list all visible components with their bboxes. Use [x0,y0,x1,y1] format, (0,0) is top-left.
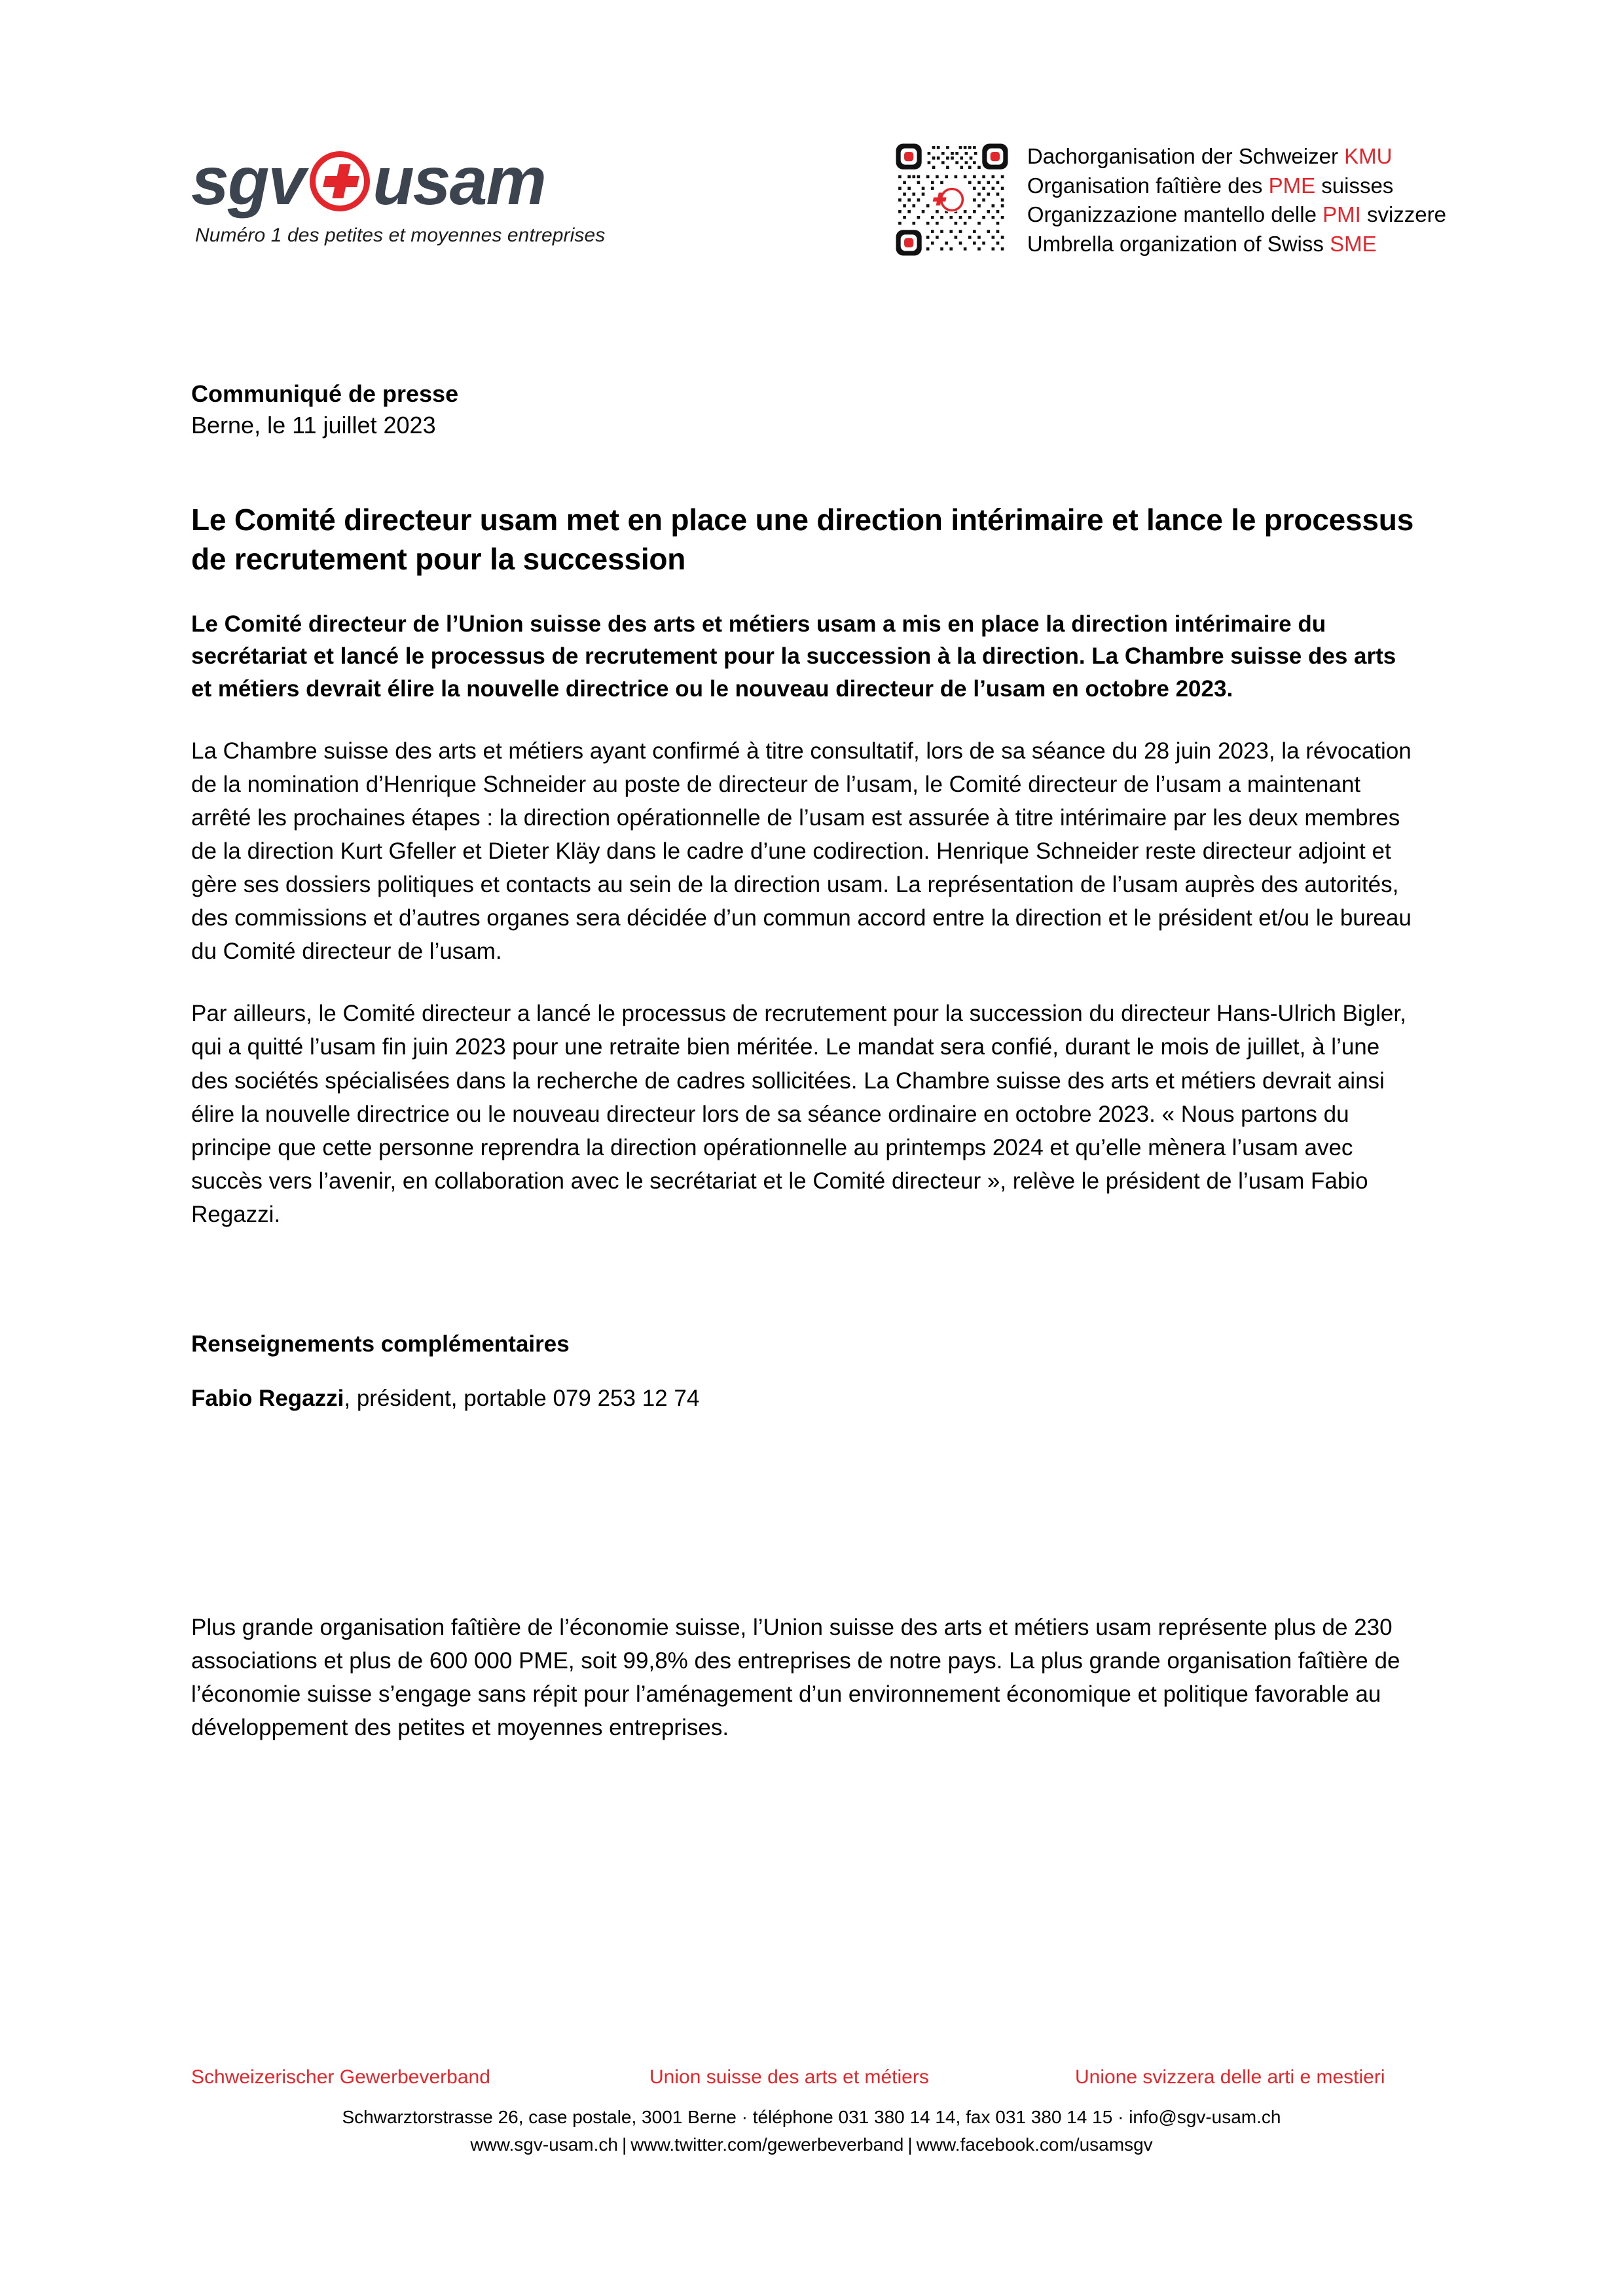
footer-organization-names [191,2064,1432,2090]
tagline-en [1027,232,1446,257]
footer-org-de: Schweizerischer Gewerbeverband [191,2066,490,2088]
tagline-de [1027,144,1446,170]
footer-link-facebook[interactable]: www.facebook.com/usamsgv [916,2134,1153,2155]
tagline-it-before: Organizzazione mantello delle [1027,202,1323,227]
header-right-block [894,137,1446,258]
swiss-cross-circle-icon [310,151,370,211]
footer-link-website[interactable]: www.sgv-usam.ch [470,2134,618,2155]
footer-links [191,2132,1432,2159]
footer-link-separator-1: | [621,2134,627,2155]
document-footer [191,2064,1432,2159]
contact-details: , président, portable 079 253 12 74 [344,1386,700,1411]
tagline-en-acronym: SME [1330,231,1377,256]
contact-name: Fabio Regazzi [191,1386,344,1411]
tagline-it-after: svizzere [1360,202,1446,227]
tagline-de-acronym: KMU [1344,144,1393,168]
footer-link-separator-2: | [907,2134,913,2155]
lead-paragraph: Le Comité directeur de l’Union suisse des arts et métiers usam a mis en place la direction intérimaire du secrétariat et lancé le processus de recrutement pour la succession à la direction. La Chambre suisse des arts et métiers devrait élire la nouvelle directrice ou le nouveau directeur de l’usam en octobre 2023. [191,611,1396,702]
document-type-label: Communiqué de presse [191,380,459,407]
tagline-fr-acronym: PME [1268,173,1316,198]
tagline-it [1027,202,1446,228]
logo-text-sgv: sgv [191,143,305,219]
contact-person [191,1382,1422,1414]
qr-code-icon [894,141,1010,258]
footer-address: Schwarztorstrasse 26, case postale, 3001 Berne · téléphone 031 380 14 14, fax 031 380 14 15 · info@sgv-usam.ch [342,2106,1281,2127]
boilerplate-paragraph: Plus grande organisation faîtière de l’économie suisse, l’Union suisse des arts et métiers usam représente plus de 230 associations et plus de 600 000 PME, soit 99,8% des entreprises de notre pays. La plus grande organisation faîtière de l’économie suisse s’engage sans répit pour l’aménagement d’un environnement économique et politique favorable au développement des petites et moyennes entreprises. [191,1615,1400,1741]
multilingual-taglines [1027,141,1446,257]
document-header [191,137,1446,258]
logo-tagline: Numéro 1 des petites et moyennes entreprises [195,224,606,246]
footer-link-twitter[interactable]: www.twitter.com/gewerbeverband [630,2134,904,2155]
tagline-de-before: Dachorganisation der Schweizer [1027,144,1345,168]
footer-org-it: Unione svizzera delle arti e mestieri [1075,2066,1385,2088]
footer-org-fr: Union suisse des arts et métiers [649,2066,929,2088]
page-title: Le Comité directeur usam met en place une direction intérimaire et lance le processus de recrutement pour la succession [191,503,1414,576]
tagline-it-acronym: PMI [1322,202,1361,227]
body-paragraph-1: La Chambre suisse des arts et métiers ayant confirmé à titre consultatif, lors de sa séance du 28 juin 2023, la révocation de la nomination d’Henrique Schneider au poste de directeur de l’usam, le Comité directeur de l’usam a maintenant arrêté les prochaines étapes : la direction opérationnelle de l’usam est assurée à titre intérimaire par les deux membres de la direction Kurt Gfeller et Dieter Kläy dans le cadre d’une codirection. Henrique Schneider reste directeur adjoint et gère ses dossiers politiques et contacts au sein de la direction usam. La représentation de l’usam auprès des autorités, des commissions et d’autres organes sera décidée d’un commun accord entre la direction et le président et/ou le bureau du Comité directeur de l’usam. [191,738,1412,965]
tagline-fr-after: suisses [1315,173,1394,198]
tagline-fr [1027,173,1446,199]
logo-text-usam: usam [373,143,545,219]
logo-wordmark [191,143,605,219]
body-paragraph-2: Par ailleurs, le Comité directeur a lancé le processus de recrutement pour la succession du directeur Hans-Ulrich Bigler, qui a quitté l’usam fin juin 2023 pour une retraite bien méritée. Le mandat sera confié, durant le mois de juillet, à l’une des sociétés spécialisées dans la recherche de cadres sollicitées. La Chambre suisse des arts et métiers devrait ainsi élire la nouvelle directrice ou le nouveau directeur lors de sa séance ordinaire en octobre 2023. « Nous partons du principe que cette personne reprendra la direction opérationnelle au printemps 2024 et qu’elle mènera l’usam avec succès vers l’avenir, en collaboration avec le secrétariat et le Comité directeur », relève le président de l’usam Fabio Regazzi. [191,1001,1406,1227]
tagline-fr-before: Organisation faîtière des [1027,173,1269,198]
dateline: Berne, le 11 juillet 2023 [191,411,436,439]
document-body [191,378,1422,1767]
sgv-usam-logo [191,137,605,247]
contact-heading: Renseignements complémentaires [191,1331,570,1357]
tagline-en-before: Umbrella organization of Swiss [1027,231,1330,256]
